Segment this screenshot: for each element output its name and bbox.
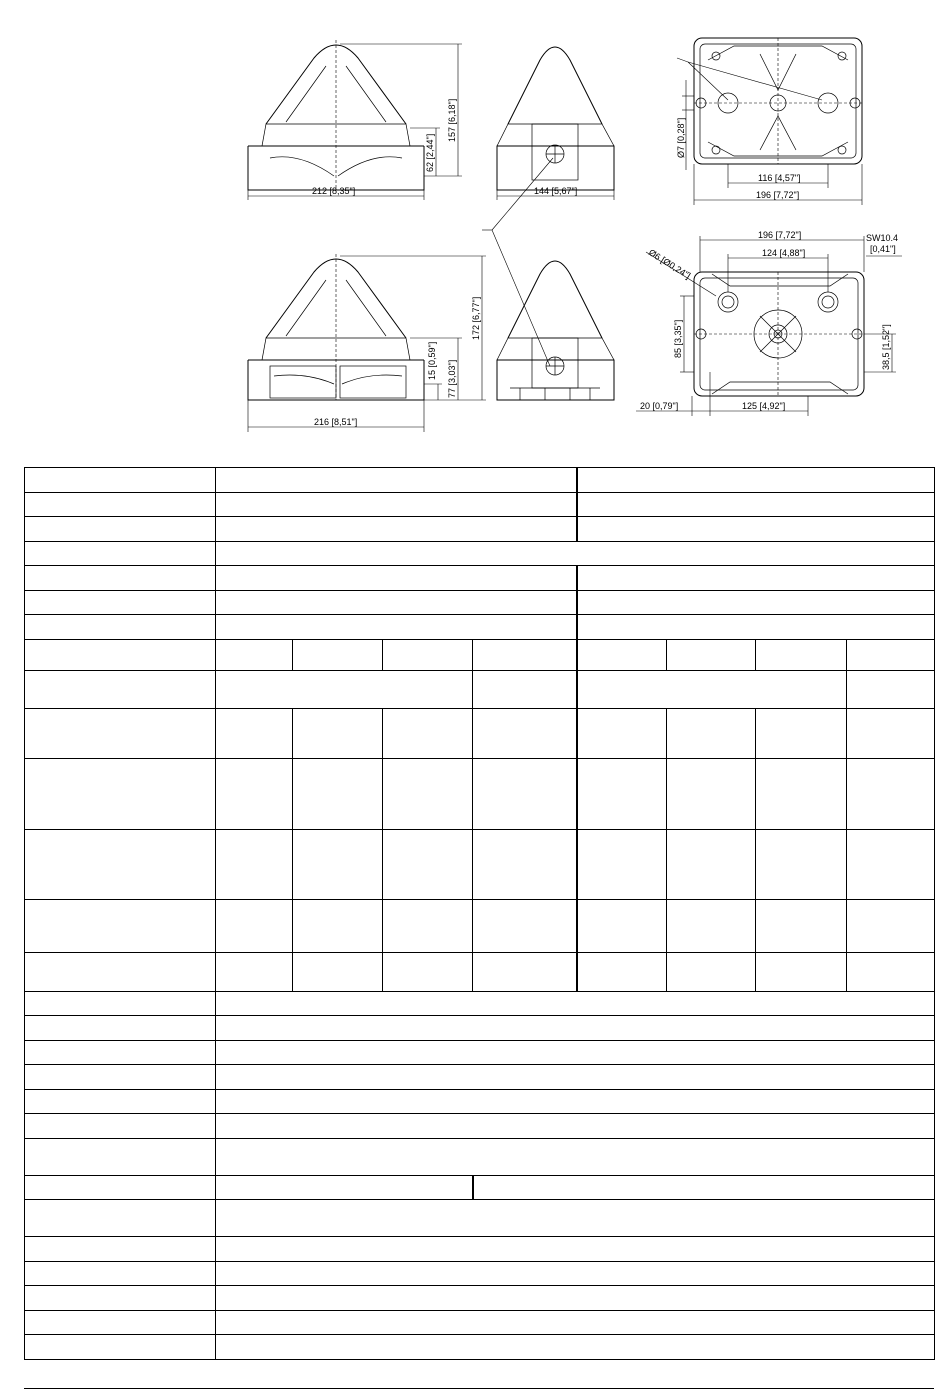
table-row xyxy=(25,1310,935,1335)
table-row xyxy=(25,590,935,615)
table-cell xyxy=(293,709,383,759)
table-row xyxy=(25,830,935,900)
table-row xyxy=(25,1237,935,1262)
table-cell xyxy=(847,639,935,670)
table-cell xyxy=(216,1200,935,1237)
table-cell xyxy=(577,952,667,991)
table-cell xyxy=(25,468,216,493)
bottom-view-hole-label: Ø7 [0,28"] xyxy=(676,117,686,158)
table-cell xyxy=(756,709,847,759)
table-row xyxy=(25,566,935,591)
table-cell xyxy=(473,830,577,900)
table-cell xyxy=(577,517,935,542)
table-row xyxy=(25,952,935,991)
table-cell xyxy=(25,1286,216,1311)
table-cell xyxy=(216,517,577,542)
table-row xyxy=(25,991,935,1016)
table-cell xyxy=(667,639,756,670)
front-view-top xyxy=(248,40,462,200)
rear-view xyxy=(636,230,902,416)
table-row xyxy=(25,639,935,670)
table-cell xyxy=(293,759,383,830)
table-cell xyxy=(25,952,216,991)
table-row xyxy=(25,709,935,759)
table-cell xyxy=(216,566,577,591)
table-cell xyxy=(847,952,935,991)
rear-view-inner-width-label: 124 [4,88"] xyxy=(762,248,806,258)
table-cell xyxy=(577,615,935,640)
table-row xyxy=(25,468,935,493)
table-cell xyxy=(25,1175,216,1200)
table-cell xyxy=(577,759,667,830)
table-cell xyxy=(25,1237,216,1262)
table-cell xyxy=(473,899,577,952)
leader-lines xyxy=(482,58,822,366)
side-view-top xyxy=(497,47,614,200)
table-row xyxy=(25,492,935,517)
table-cell xyxy=(577,566,935,591)
table-cell xyxy=(216,1261,935,1286)
table-cell xyxy=(667,899,756,952)
front-bottom-foot-label: 15 [0,59"] xyxy=(427,341,437,380)
table-row xyxy=(25,1200,935,1237)
table-cell xyxy=(25,830,216,900)
table-cell xyxy=(216,1310,935,1335)
table-cell xyxy=(293,952,383,991)
table-row xyxy=(25,1286,935,1311)
rear-view-wrench-label-2: [0,41"] xyxy=(870,244,896,254)
table-cell xyxy=(577,830,667,900)
table-cell xyxy=(216,1286,935,1311)
table-cell xyxy=(847,709,935,759)
table-cell xyxy=(383,759,473,830)
rear-view-hole-label: Ø6 [Ø0,24"] xyxy=(646,247,693,281)
front-bottom-height-label: 172 [6,77"] xyxy=(471,296,481,340)
table-row xyxy=(25,759,935,830)
table-cell xyxy=(25,517,216,542)
table-cell xyxy=(577,709,667,759)
table-cell xyxy=(25,1335,216,1360)
table-cell xyxy=(25,492,216,517)
table-cell xyxy=(25,590,216,615)
side-top-width-label: 144 [5,67"] xyxy=(534,186,578,196)
table-cell xyxy=(756,639,847,670)
rear-view-bottom-label: 125 [4,92"] xyxy=(742,401,786,411)
front-view-bottom xyxy=(248,254,486,432)
rear-view-height-label: 85 [3,35"] xyxy=(673,319,683,358)
table-cell xyxy=(25,1200,216,1237)
table-cell xyxy=(577,590,935,615)
table-cell xyxy=(577,468,935,493)
table-cell xyxy=(473,759,577,830)
table-cell xyxy=(383,639,473,670)
table-cell xyxy=(25,639,216,670)
table-cell xyxy=(25,670,216,709)
table-row xyxy=(25,1016,935,1041)
table-cell xyxy=(667,709,756,759)
table-cell xyxy=(216,830,293,900)
table-cell xyxy=(25,1261,216,1286)
table-cell xyxy=(756,899,847,952)
table-cell xyxy=(577,899,667,952)
table-cell xyxy=(216,1065,935,1090)
table-cell xyxy=(25,991,216,1016)
table-cell xyxy=(216,1237,935,1262)
table-cell xyxy=(473,1175,935,1200)
table-row xyxy=(25,1040,935,1065)
front-top-height-label: 157 [6,18"] xyxy=(447,98,457,142)
table-cell xyxy=(25,1016,216,1041)
table-cell xyxy=(473,670,577,709)
bottom-view xyxy=(676,38,862,205)
table-cell xyxy=(216,899,293,952)
table-cell xyxy=(25,1310,216,1335)
table-cell xyxy=(216,1040,935,1065)
table-row xyxy=(25,670,935,709)
table-cell xyxy=(216,541,935,566)
table-cell xyxy=(577,492,935,517)
table-cell xyxy=(25,899,216,952)
table-cell xyxy=(216,991,935,1016)
table-row xyxy=(25,899,935,952)
rear-view-left-label: 20 [0,79"] xyxy=(640,401,679,411)
table-row xyxy=(25,1335,935,1360)
side-view-bottom xyxy=(497,261,614,400)
table-cell xyxy=(383,830,473,900)
bottom-view-inner-width-label: 116 [4,57"] xyxy=(758,173,801,183)
table-cell xyxy=(25,759,216,830)
table-row xyxy=(25,1175,935,1200)
front-bottom-width-label: 216 [8,51"] xyxy=(314,417,358,427)
table-row xyxy=(25,1065,935,1090)
rear-view-outer-width-label: 196 [7,72"] xyxy=(758,230,802,240)
table-cell xyxy=(25,1114,216,1139)
table-cell xyxy=(473,639,577,670)
table-cell xyxy=(473,709,577,759)
table-cell xyxy=(216,492,577,517)
table-cell xyxy=(577,670,847,709)
table-row xyxy=(25,615,935,640)
table-row xyxy=(25,517,935,542)
table-cell xyxy=(25,541,216,566)
table-cell xyxy=(667,830,756,900)
table-cell xyxy=(473,952,577,991)
table-cell xyxy=(216,615,577,640)
table-row xyxy=(25,1114,935,1139)
table-cell xyxy=(25,709,216,759)
table-cell xyxy=(383,899,473,952)
table-row xyxy=(25,1138,935,1175)
table-row xyxy=(25,541,935,566)
table-cell xyxy=(216,759,293,830)
table-cell xyxy=(216,709,293,759)
table-cell xyxy=(293,899,383,952)
front-top-base-label: 62 [2,44"] xyxy=(425,133,435,172)
table-cell xyxy=(293,639,383,670)
table-cell xyxy=(847,759,935,830)
table-cell xyxy=(847,899,935,952)
front-top-width-label: 212 [8,35"] xyxy=(312,186,356,196)
bottom-view-outer-width-label: 196 [7,72"] xyxy=(756,190,800,200)
table-cell xyxy=(667,952,756,991)
table-cell xyxy=(756,759,847,830)
table-cell xyxy=(383,709,473,759)
table-cell xyxy=(216,1175,473,1200)
front-bottom-base-label: 77 [3,03"] xyxy=(447,359,457,398)
rear-view-offset-label: 38,5 [1,52"] xyxy=(881,324,891,370)
table-cell xyxy=(216,590,577,615)
table-cell xyxy=(216,1138,935,1175)
table-row xyxy=(25,1089,935,1114)
table-cell xyxy=(216,1114,935,1139)
table-cell xyxy=(847,670,935,709)
table-cell xyxy=(847,830,935,900)
table-cell xyxy=(216,639,293,670)
table-row xyxy=(25,1261,935,1286)
technical-drawings xyxy=(0,0,950,440)
table-cell xyxy=(216,1089,935,1114)
table-cell xyxy=(216,952,293,991)
table-cell xyxy=(667,759,756,830)
table-cell xyxy=(216,468,577,493)
table-cell xyxy=(25,1138,216,1175)
table-cell xyxy=(216,670,473,709)
table-cell xyxy=(756,830,847,900)
table-cell xyxy=(25,1065,216,1090)
table-cell xyxy=(216,1016,935,1041)
rear-view-wrench-label-1: SW10.4 xyxy=(866,233,899,243)
table-cell xyxy=(25,615,216,640)
specification-table xyxy=(24,467,935,1360)
table-cell xyxy=(756,952,847,991)
table-cell xyxy=(293,830,383,900)
table-cell xyxy=(25,566,216,591)
table-cell xyxy=(577,639,667,670)
table-cell xyxy=(383,952,473,991)
table-cell xyxy=(216,1335,935,1360)
table-cell xyxy=(25,1040,216,1065)
footer-rule xyxy=(24,1388,934,1389)
table-cell xyxy=(25,1089,216,1114)
